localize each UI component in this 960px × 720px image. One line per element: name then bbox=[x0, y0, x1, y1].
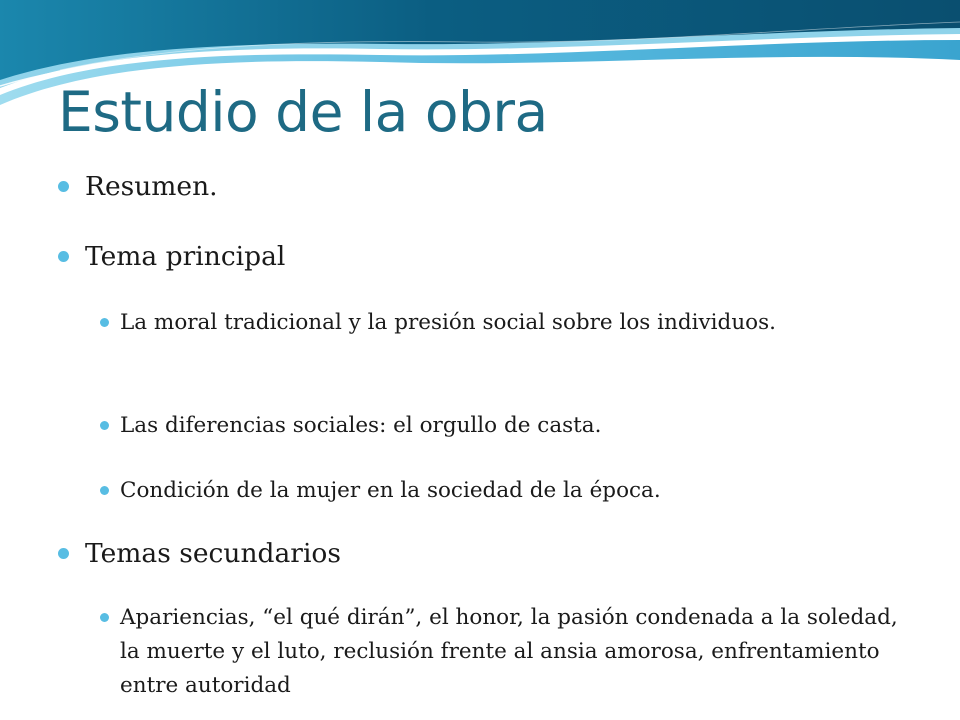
sub-bullet-diferencias-sociales: Las diferencias sociales: el orgullo de casta. bbox=[100, 409, 900, 443]
sub-bullet-moral-tradicional: La moral tradicional y la presión social sobre los individuos. bbox=[100, 306, 900, 340]
slide-title: Estudio de la obra bbox=[58, 80, 548, 144]
sub-bullet-apariencias: Apariencias, “el qué dirán”, el honor, la pasión condenada a la soledad, la muerte y el luto, reclusión frente al ansia amorosa, enfrentamiento entre autoridad bbox=[100, 601, 910, 703]
bullet-resumen: Resumen. bbox=[58, 168, 218, 206]
bullet-tema-principal: Tema principal bbox=[58, 238, 285, 276]
sub-bullet-condicion-mujer: Condición de la mujer en la sociedad de la época. bbox=[100, 474, 900, 508]
bullet-temas-secundarios: Temas secundarios bbox=[58, 535, 341, 573]
